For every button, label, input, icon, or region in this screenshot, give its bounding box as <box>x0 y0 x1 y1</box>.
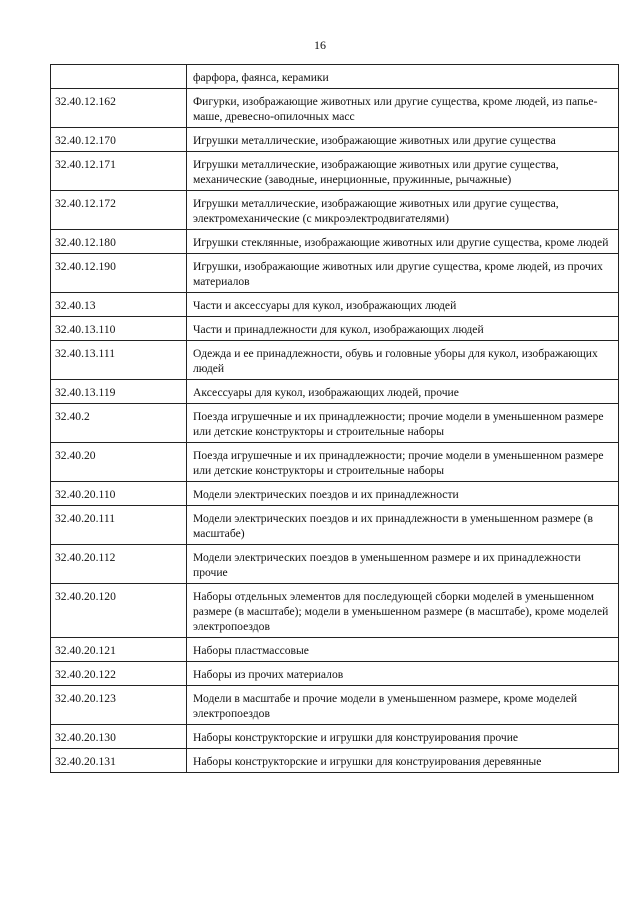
description-cell: Модели электрических поездов и их принадлежности в уменьшенном размере (в масштабе) <box>187 506 619 545</box>
table-row <box>51 65 619 89</box>
table-row <box>51 293 619 317</box>
description-cell: Игрушки, изображающие животных или другие существа, кроме людей, из прочих материалов <box>187 254 619 293</box>
table-row <box>51 230 619 254</box>
classification-table <box>50 64 619 773</box>
code-cell: 32.40.20.121 <box>51 638 187 662</box>
page-number: 16 <box>314 38 326 52</box>
description-cell: Модели электрических поездов и их принадлежности <box>187 482 619 506</box>
code-cell: 32.40.13 <box>51 293 187 317</box>
code-cell: 32.40.20.122 <box>51 662 187 686</box>
table-row <box>51 191 619 230</box>
description-cell: Игрушки металлические, изображающие животных или другие существа, механические (заводные, инерционные, пружинные, рычажные) <box>187 152 619 191</box>
code-cell: 32.40.12.172 <box>51 191 187 230</box>
code-cell: 32.40.20.130 <box>51 725 187 749</box>
code-cell: 32.40.12.170 <box>51 128 187 152</box>
code-cell: 32.40.12.162 <box>51 89 187 128</box>
table-row <box>51 404 619 443</box>
code-cell: 32.40.13.111 <box>51 341 187 380</box>
table-row <box>51 317 619 341</box>
table-row <box>51 152 619 191</box>
code-cell: 32.40.12.171 <box>51 152 187 191</box>
description-cell: Наборы конструкторские и игрушки для конструирования деревянные <box>187 749 619 773</box>
code-cell <box>51 65 187 89</box>
code-cell: 32.40.13.119 <box>51 380 187 404</box>
description-cell: Части и аксессуары для кукол, изображающих людей <box>187 293 619 317</box>
description-cell: Аксессуары для кукол, изображающих людей, прочие <box>187 380 619 404</box>
code-cell: 32.40.12.190 <box>51 254 187 293</box>
description-cell: Модели электрических поездов в уменьшенном размере и их принадлежности прочие <box>187 545 619 584</box>
table-row <box>51 662 619 686</box>
code-cell: 32.40.2 <box>51 404 187 443</box>
table-row <box>51 443 619 482</box>
table-row <box>51 749 619 773</box>
table-row <box>51 686 619 725</box>
code-cell: 32.40.20.112 <box>51 545 187 584</box>
code-cell: 32.40.12.180 <box>51 230 187 254</box>
table-row <box>51 128 619 152</box>
classification-table-body <box>51 65 619 773</box>
description-cell: Игрушки металлические, изображающие животных или другие существа, электромеханические (с микроэлектродвигателями) <box>187 191 619 230</box>
description-cell: Фигурки, изображающие животных или другие существа, кроме людей, из папье-маше, древесно-опилочных масс <box>187 89 619 128</box>
description-cell: Модели в масштабе и прочие модели в уменьшенном размере, кроме моделей электропоездов <box>187 686 619 725</box>
table-row <box>51 482 619 506</box>
code-cell: 32.40.20.110 <box>51 482 187 506</box>
table-row <box>51 725 619 749</box>
table-row <box>51 89 619 128</box>
description-cell: Наборы конструкторские и игрушки для конструирования прочие <box>187 725 619 749</box>
code-cell: 32.40.20.123 <box>51 686 187 725</box>
description-cell: Игрушки металлические, изображающие животных или другие существа <box>187 128 619 152</box>
description-cell: Одежда и ее принадлежности, обувь и головные уборы для кукол, изображающих людей <box>187 341 619 380</box>
description-cell: Наборы отдельных элементов для последующей сборки моделей в уменьшенном размере (в масштабе); модели в уменьшенном размере (в масштабе), кроме моделей электропоездов <box>187 584 619 638</box>
table-row <box>51 380 619 404</box>
description-cell: Игрушки стеклянные, изображающие животных или другие существа, кроме людей <box>187 230 619 254</box>
table-row <box>51 584 619 638</box>
description-cell: Поезда игрушечные и их принадлежности; прочие модели в уменьшенном размере или детские конструкторы и строительные наборы <box>187 443 619 482</box>
code-cell: 32.40.20.120 <box>51 584 187 638</box>
table-row <box>51 506 619 545</box>
table-row <box>51 254 619 293</box>
code-cell: 32.40.20.111 <box>51 506 187 545</box>
description-cell: фарфора, фаянса, керамики <box>187 65 619 89</box>
description-cell: Части и принадлежности для кукол, изображающих людей <box>187 317 619 341</box>
code-cell: 32.40.20.131 <box>51 749 187 773</box>
code-cell: 32.40.20 <box>51 443 187 482</box>
description-cell: Наборы из прочих материалов <box>187 662 619 686</box>
table-row <box>51 341 619 380</box>
description-cell: Наборы пластмассовые <box>187 638 619 662</box>
description-cell: Поезда игрушечные и их принадлежности; прочие модели в уменьшенном размере или детские конструкторы и строительные наборы <box>187 404 619 443</box>
table-row <box>51 638 619 662</box>
table-row <box>51 545 619 584</box>
code-cell: 32.40.13.110 <box>51 317 187 341</box>
